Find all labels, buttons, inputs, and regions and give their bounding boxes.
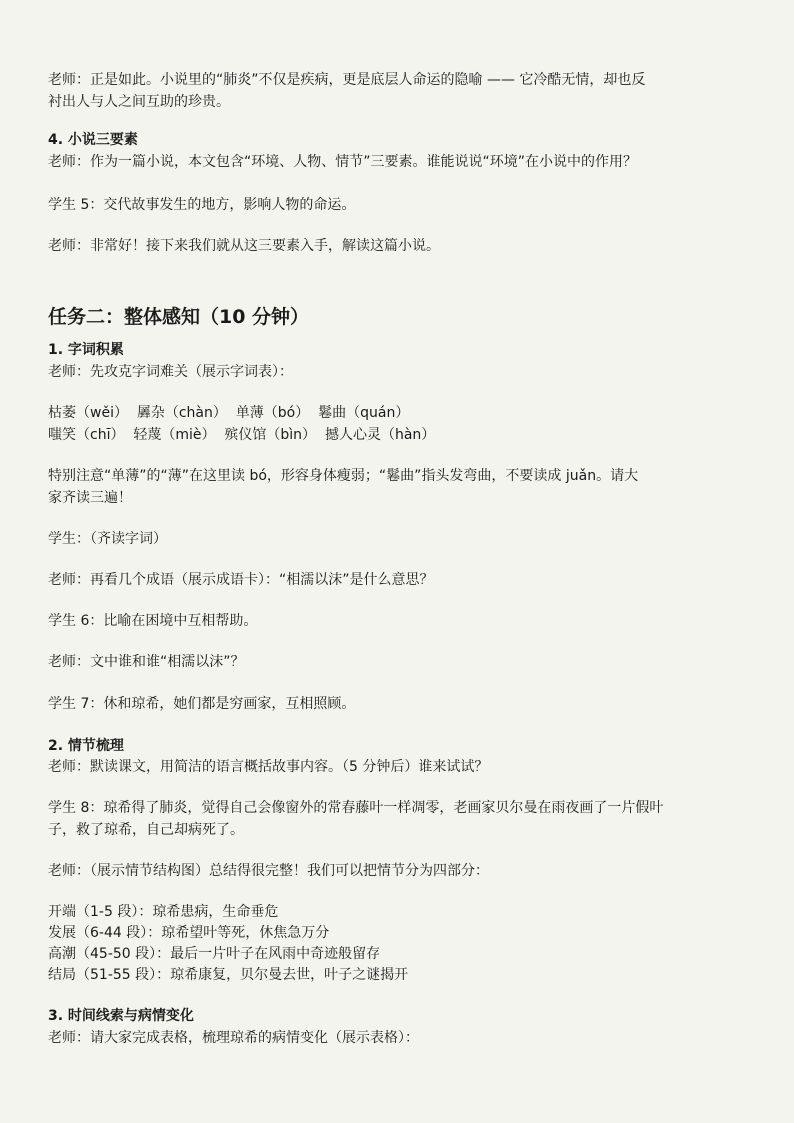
teacher-question: 老师：作为一篇小说，本文包含“环境、人物、情节”三要素。谁能说说“环境”在小说中的作用？ xyxy=(48,154,638,170)
teacher-response: 老师：非常好！接下来我们就从这三要素入手，解读这篇小说。 xyxy=(48,238,440,254)
vocab-row: 嗤笑（chī） 轻蔑（miè） 殡仪馆（bìn） 撼人心灵（hàn） xyxy=(48,427,436,443)
teacher-note: 特别注意“单薄”的“薄”在这里读 bó，形容身体瘦弱；“鬈曲”指头发弯曲，不要读成 juǎn。请大 xyxy=(48,468,639,484)
section-heading-plot: 2. 情节梳理 xyxy=(48,738,124,754)
plot-stage: 高潮（45-50 段）：最后一片叶子在风雨中奇迹般留存 xyxy=(48,946,381,962)
student-answer: 学生 8：琼希得了肺炎，觉得自己会像窗外的常春藤叶一样凋零，老画家贝尔曼在雨夜画了一片假叶 xyxy=(48,800,664,816)
task-title: 任务二：整体感知（10 分钟） xyxy=(48,306,310,328)
section-heading-timeline: 3. 时间线索与病情变化 xyxy=(48,1008,194,1024)
student-answer-continued: 子，救了琼希，自己却病死了。 xyxy=(48,822,244,838)
vocab-row: 枯萎（wěi） 羼杂（chàn） 单薄（bó） 鬈曲（quán） xyxy=(48,405,410,421)
plot-stage: 结局（51-55 段）：琼希康复，贝尔曼去世，叶子之谜揭开 xyxy=(48,967,409,983)
student-answer: 学生 7：休和琼希，她们都是穷画家，互相照顾。 xyxy=(48,696,356,712)
teacher-task: 老师：默读课文，用简洁的语言概括故事内容。（5 分钟后）谁来试试？ xyxy=(48,759,489,775)
teacher-intro: 老师：请大家完成表格，梳理琼希的病情变化（展示表格）： xyxy=(48,1030,419,1046)
plot-stage: 开端（1-5 段）：琼希患病，生命垂危 xyxy=(48,904,279,920)
teacher-line: 老师：正是如此。小说里的“肺炎”不仅是疾病，更是底层人命运的隐喻 —— 它冷酷无情，却也反 xyxy=(48,72,646,88)
teacher-note-continued: 家齐读三遍！ xyxy=(48,490,132,506)
teacher-idiom-question: 老师：再看几个成语（展示成语卡）：“相濡以沫”是什么意思？ xyxy=(48,572,434,588)
student-answer: 学生 5：交代故事发生的地方，影响人物的命运。 xyxy=(48,197,356,213)
student-reading: 学生：（齐读字词） xyxy=(48,531,167,547)
teacher-line-continued: 衬出人与人之间互助的珍贵。 xyxy=(48,94,230,110)
plot-stage: 发展（6-44 段）：琼希望叶等死，休焦急万分 xyxy=(48,925,330,941)
section-heading-vocabulary: 1. 字词积累 xyxy=(48,342,124,358)
teacher-summary: 老师：（展示情节结构图）总结得很完整！我们可以把情节分为四部分： xyxy=(48,863,489,879)
teacher-question: 老师：文中谁和谁“相濡以沫”？ xyxy=(48,654,245,670)
student-answer: 学生 6：比喻在困境中互相帮助。 xyxy=(48,613,258,629)
teacher-intro: 老师：先攻克字词难关（展示字词表）： xyxy=(48,364,293,380)
section-heading-story-elements: 4. 小说三要素 xyxy=(48,132,138,148)
